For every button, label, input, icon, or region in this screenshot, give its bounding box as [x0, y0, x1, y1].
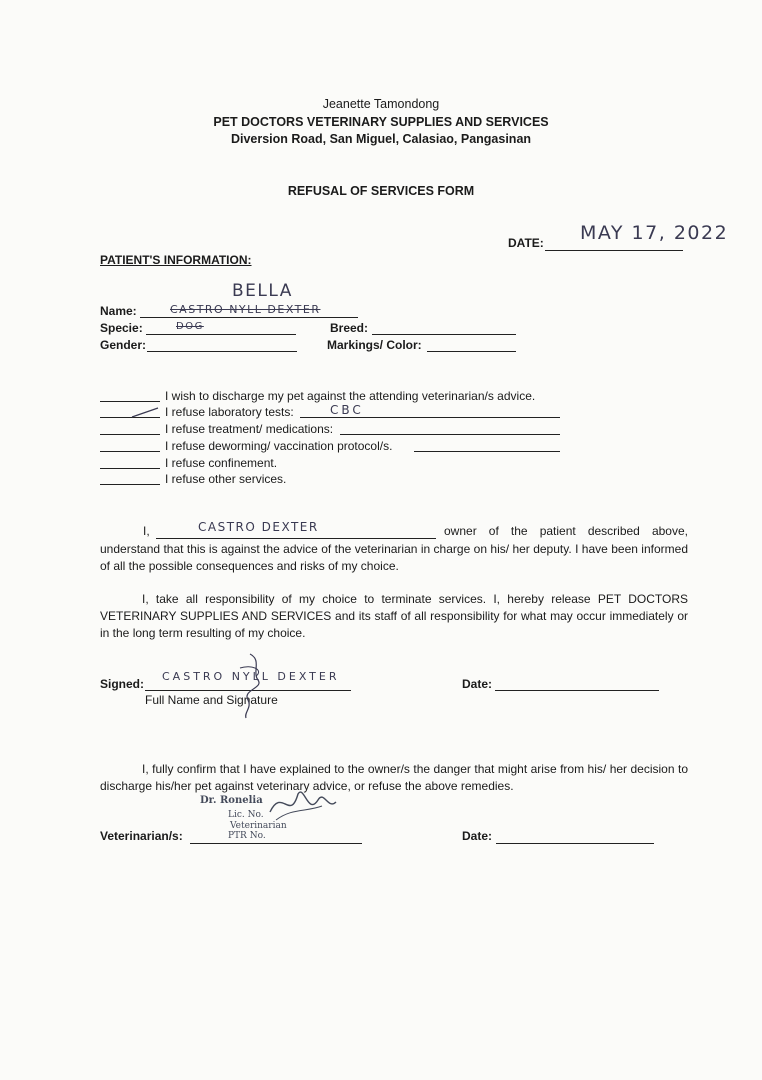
breed-line: [372, 334, 516, 335]
owner-part1: owner of the patient described above,: [444, 524, 688, 538]
patient-section-label: PATIENT'S INFORMATION:: [100, 253, 252, 267]
option-label: I refuse deworming/ vaccination protocol/s.: [165, 439, 393, 453]
form-title: REFUSAL OF SERVICES FORM: [287, 184, 475, 198]
signed-label: Signed:: [100, 677, 144, 691]
header-company: PET DOCTORS VETERINARY SUPPLIES AND SERVICES: [213, 115, 549, 129]
markings-line: [427, 351, 516, 352]
option-checkbox-line[interactable]: [100, 401, 160, 402]
signed-date-line: [495, 690, 659, 691]
name-struck: CASTRO NYLL DEXTER: [170, 303, 321, 316]
option-fill-line[interactable]: [300, 417, 560, 418]
date-value: MAY 17, 2022: [580, 222, 729, 244]
breed-label: Breed:: [330, 321, 369, 335]
stamp-lic: Lic. No.: [228, 810, 264, 820]
gender-line: [147, 351, 297, 352]
name-line: [140, 317, 358, 318]
stamp-role: Veterinarian: [230, 821, 287, 831]
header-address: Diversion Road, San Miguel, Calasiao, Pangasinan: [230, 132, 532, 146]
veterinarian-line: [190, 843, 362, 844]
stamp-name: Dr. Ronelia: [200, 795, 263, 806]
option-checkbox-line[interactable]: [100, 484, 160, 485]
option-checkbox-line[interactable]: [100, 434, 160, 435]
name-value: BELLA: [232, 281, 293, 301]
option-label: I wish to discharge my pet against the attending veterinarian/s advice.: [165, 389, 536, 403]
option-fill-line[interactable]: [414, 451, 560, 452]
gender-label: Gender:: [100, 338, 147, 352]
option-fill-value: CBC: [330, 403, 364, 417]
header-person: Jeanette Tamondong: [322, 97, 440, 111]
option-label: I refuse laboratory tests:: [165, 405, 294, 419]
owner-signature: [222, 650, 282, 720]
stamp-ptr: PTR No.: [228, 831, 266, 841]
check-mark-icon: [130, 406, 160, 418]
confirmation-paragraph: I, fully confirm that I have explained to the owner/s the danger that might arise from his/ her decision to discharge his/her pet against veterinary advice, or refuse the above remedies.: [100, 762, 688, 793]
veterinarian-label: Veterinarian/s:: [100, 829, 183, 843]
date-label: DATE:: [508, 236, 544, 250]
specie-line: [146, 334, 296, 335]
name-label: Name:: [100, 304, 137, 318]
veterinarian-date-line: [496, 843, 654, 844]
option-checkbox-line[interactable]: [100, 468, 160, 469]
option-checkbox-line[interactable]: [100, 451, 160, 452]
specie-value: DOG: [176, 321, 204, 332]
option-label: I refuse confinement.: [165, 456, 278, 470]
owner-prefix: I,: [143, 524, 150, 538]
owner-name-line: [156, 538, 436, 539]
specie-label: Specie:: [100, 321, 143, 335]
owner-part2: understand that this is against the advice of the veterinarian in charge on his/ her deputy. I have been informed of all the possible consequences and risks of my choice.: [100, 542, 688, 573]
signed-date-label: Date:: [462, 677, 493, 691]
signed-value: CASTRO NYLL DEXTER: [162, 670, 340, 683]
veterinarian-signature: [262, 782, 342, 827]
responsibility-paragraph: I, take all responsibility of my choice to terminate services. I, hereby release PET DOCTORS VETERINARY SUPPLIES AND SERVICES and its staff of all responsibility for what may occur immediately or in the long term resulting of my choice.: [100, 592, 688, 640]
markings-label: Markings/ Color:: [327, 338, 422, 352]
signed-caption: Full Name and Signature: [145, 693, 278, 707]
option-fill-line[interactable]: [340, 434, 560, 435]
option-label: I refuse treatment/ medications:: [165, 422, 334, 436]
date-line: [545, 250, 683, 251]
veterinarian-date-label: Date:: [462, 829, 493, 843]
owner-name: CASTRO DEXTER: [198, 520, 319, 534]
option-label: I refuse other services.: [165, 472, 287, 486]
